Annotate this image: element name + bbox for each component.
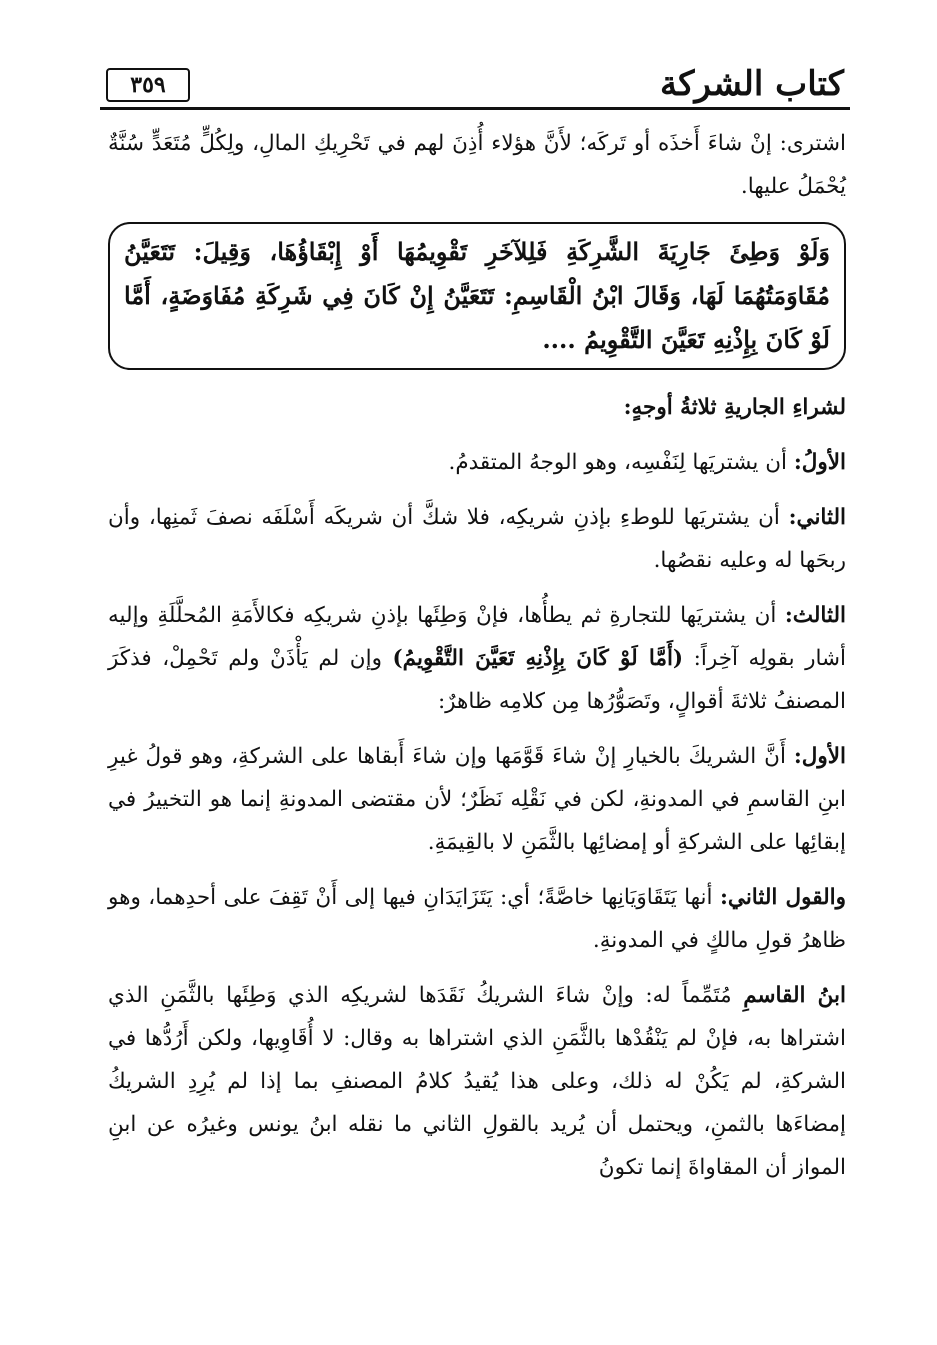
page-header [100,62,850,110]
commentary-paragraph [108,974,846,1189]
page-number: ٣٥٩ [106,68,190,102]
paragraph-text: أن يشتريَها للتجارةِ ثم يطأُها، فإنْ وَطِئَها بإذنِ شريكِه فكالأَمَةِ المُحلَّلَةِ وإليه أشار بقولِه آخِراً: [108,603,846,671]
paragraph-lead: الثالث: [784,603,846,628]
paragraph-lead: الثاني: [788,505,846,530]
paragraph-text: مُتَمِّماً له: وإنْ شاءَ الشريكُ نَقَدَها لشريكِه الذي وَطِئَها بالثَّمَنِ الذي اشتراها به، فإنْ لم يَنْقُدْها بالثَّمَنِ الذي اشتراها به وقال: لا أُقَاوِيها، ولكن أَرُدُّها في الشركةِ، لم يَكُنْ له ذلك، وعلى هذا يُقيدُ كلامُ المصنفِ بما إذا لم يُرِدِ الشريكُ إمضاءَها بالثمنِ، ويحتمل أن يُريد بالقولِ الثاني ما نقله ابنُ يونس وغيرُه عن ابنِ المواز أن المقاواةَ إنما تكونُ [108,983,846,1180]
matn-box [108,222,846,370]
paragraph-text: وإن لم يَأْذَنْ ولم تَحْمِلْ، فذكَرَ المصنفُ ثلاثةَ أقوالٍ، وتَصَوُّرُها مِن كلامِه ظاهرٌ: [108,646,846,714]
paragraph-lead: ابنُ القاسمِ [743,983,846,1008]
commentary-paragraph [108,594,846,723]
paragraph-text: أنها يَتَقَاوَيَانِها خاصَّةً؛ أي: يَتَزَايَدَانِ فيها إلى أَنْ تَقِفَ على أحدِهما، وهو ظاهرُ قولِ مالكٍ في المدونةِ. [108,885,846,953]
page-body [108,122,846,1201]
commentary-paragraph [108,735,846,864]
commentary-paragraph [108,496,846,582]
commentary-paragraph [108,441,846,484]
paragraph-text: أَنَّ الشريكَ بالخيارِ إنْ شاءَ قَوَّمَها وإن شاءَ أَبقاها على الشركةِ، وهو قولُ غيرِ ابنِ القاسمِ في المدونةِ، لكن في نَقْلِه نَظَرٌ؛ لأن مقتضى المدونةِ إنما هو التخييرُ في إبقائِها على الشركةِ أو إمضائِها بالثَّمَنِ لا بالقِيمَةِ. [108,744,846,855]
matn-quote: (أَمَّا لَوْ كَانَ بِإِذْنِهِ تَعَيَّنَ التَّقْوِيمُ) [392,646,684,671]
paragraph-text: أن يشتريَها لِنَفْسِه، وهو الوجهُ المتقدمُ. [448,450,794,475]
running-title: كتاب الشركة [660,64,844,104]
commentary-paragraph [108,876,846,962]
paragraph-text: لشراءِ الجاريةِ ثلاثةُ أوجهٍ: [623,395,846,420]
paragraph-lead: الأول: [793,744,846,769]
paragraph-lead: والقول الثاني: [719,885,846,910]
header-divider [100,107,850,110]
paragraph-text: أن يشتريَها للوطءِ بإذنِ شريكِه، فلا شكَّ أن شريكَه أَسْلَفَه نصفَ ثَمنِها، وأن ربحَها له وعليه نقصُها. [108,505,846,573]
commentary-paragraph [108,122,846,208]
matn-text: وَلَوْ وَطِئَ جَارِيَةَ الشَّرِكَةِ فَلِلآخَرِ تَقْوِيمُهَا أَوْ إِبْقَاؤُهَا، وَقِيلَ: تَتَعَيَّنُ مُقَاوَمَتُهُمَا لَهَا، وَقَالَ ابْنُ الْقَاسِمِ: تَتَعَيَّنُ إِنْ كَانَ فِي شَرِكَةِ مُفَاوَضَةٍ، أَمَّا لَوْ كَانَ بِإِذْنِهِ تَعَيَّنَ التَّقْوِيمُ .... [124,237,830,354]
paragraph-text: اشترى: إنْ شاءَ أَخذَه أو تَركَه؛ لأَنَّ هؤلاء أُذِنَ لهم في تَحْرِيكِ المالِ، ولِكُلٍّ مُتَعَدٍّ سُنَّةٌ يُحْمَلُ عليها. [108,131,846,199]
paragraph-lead: الأولُ: [793,450,846,475]
commentary-paragraph [108,386,846,429]
